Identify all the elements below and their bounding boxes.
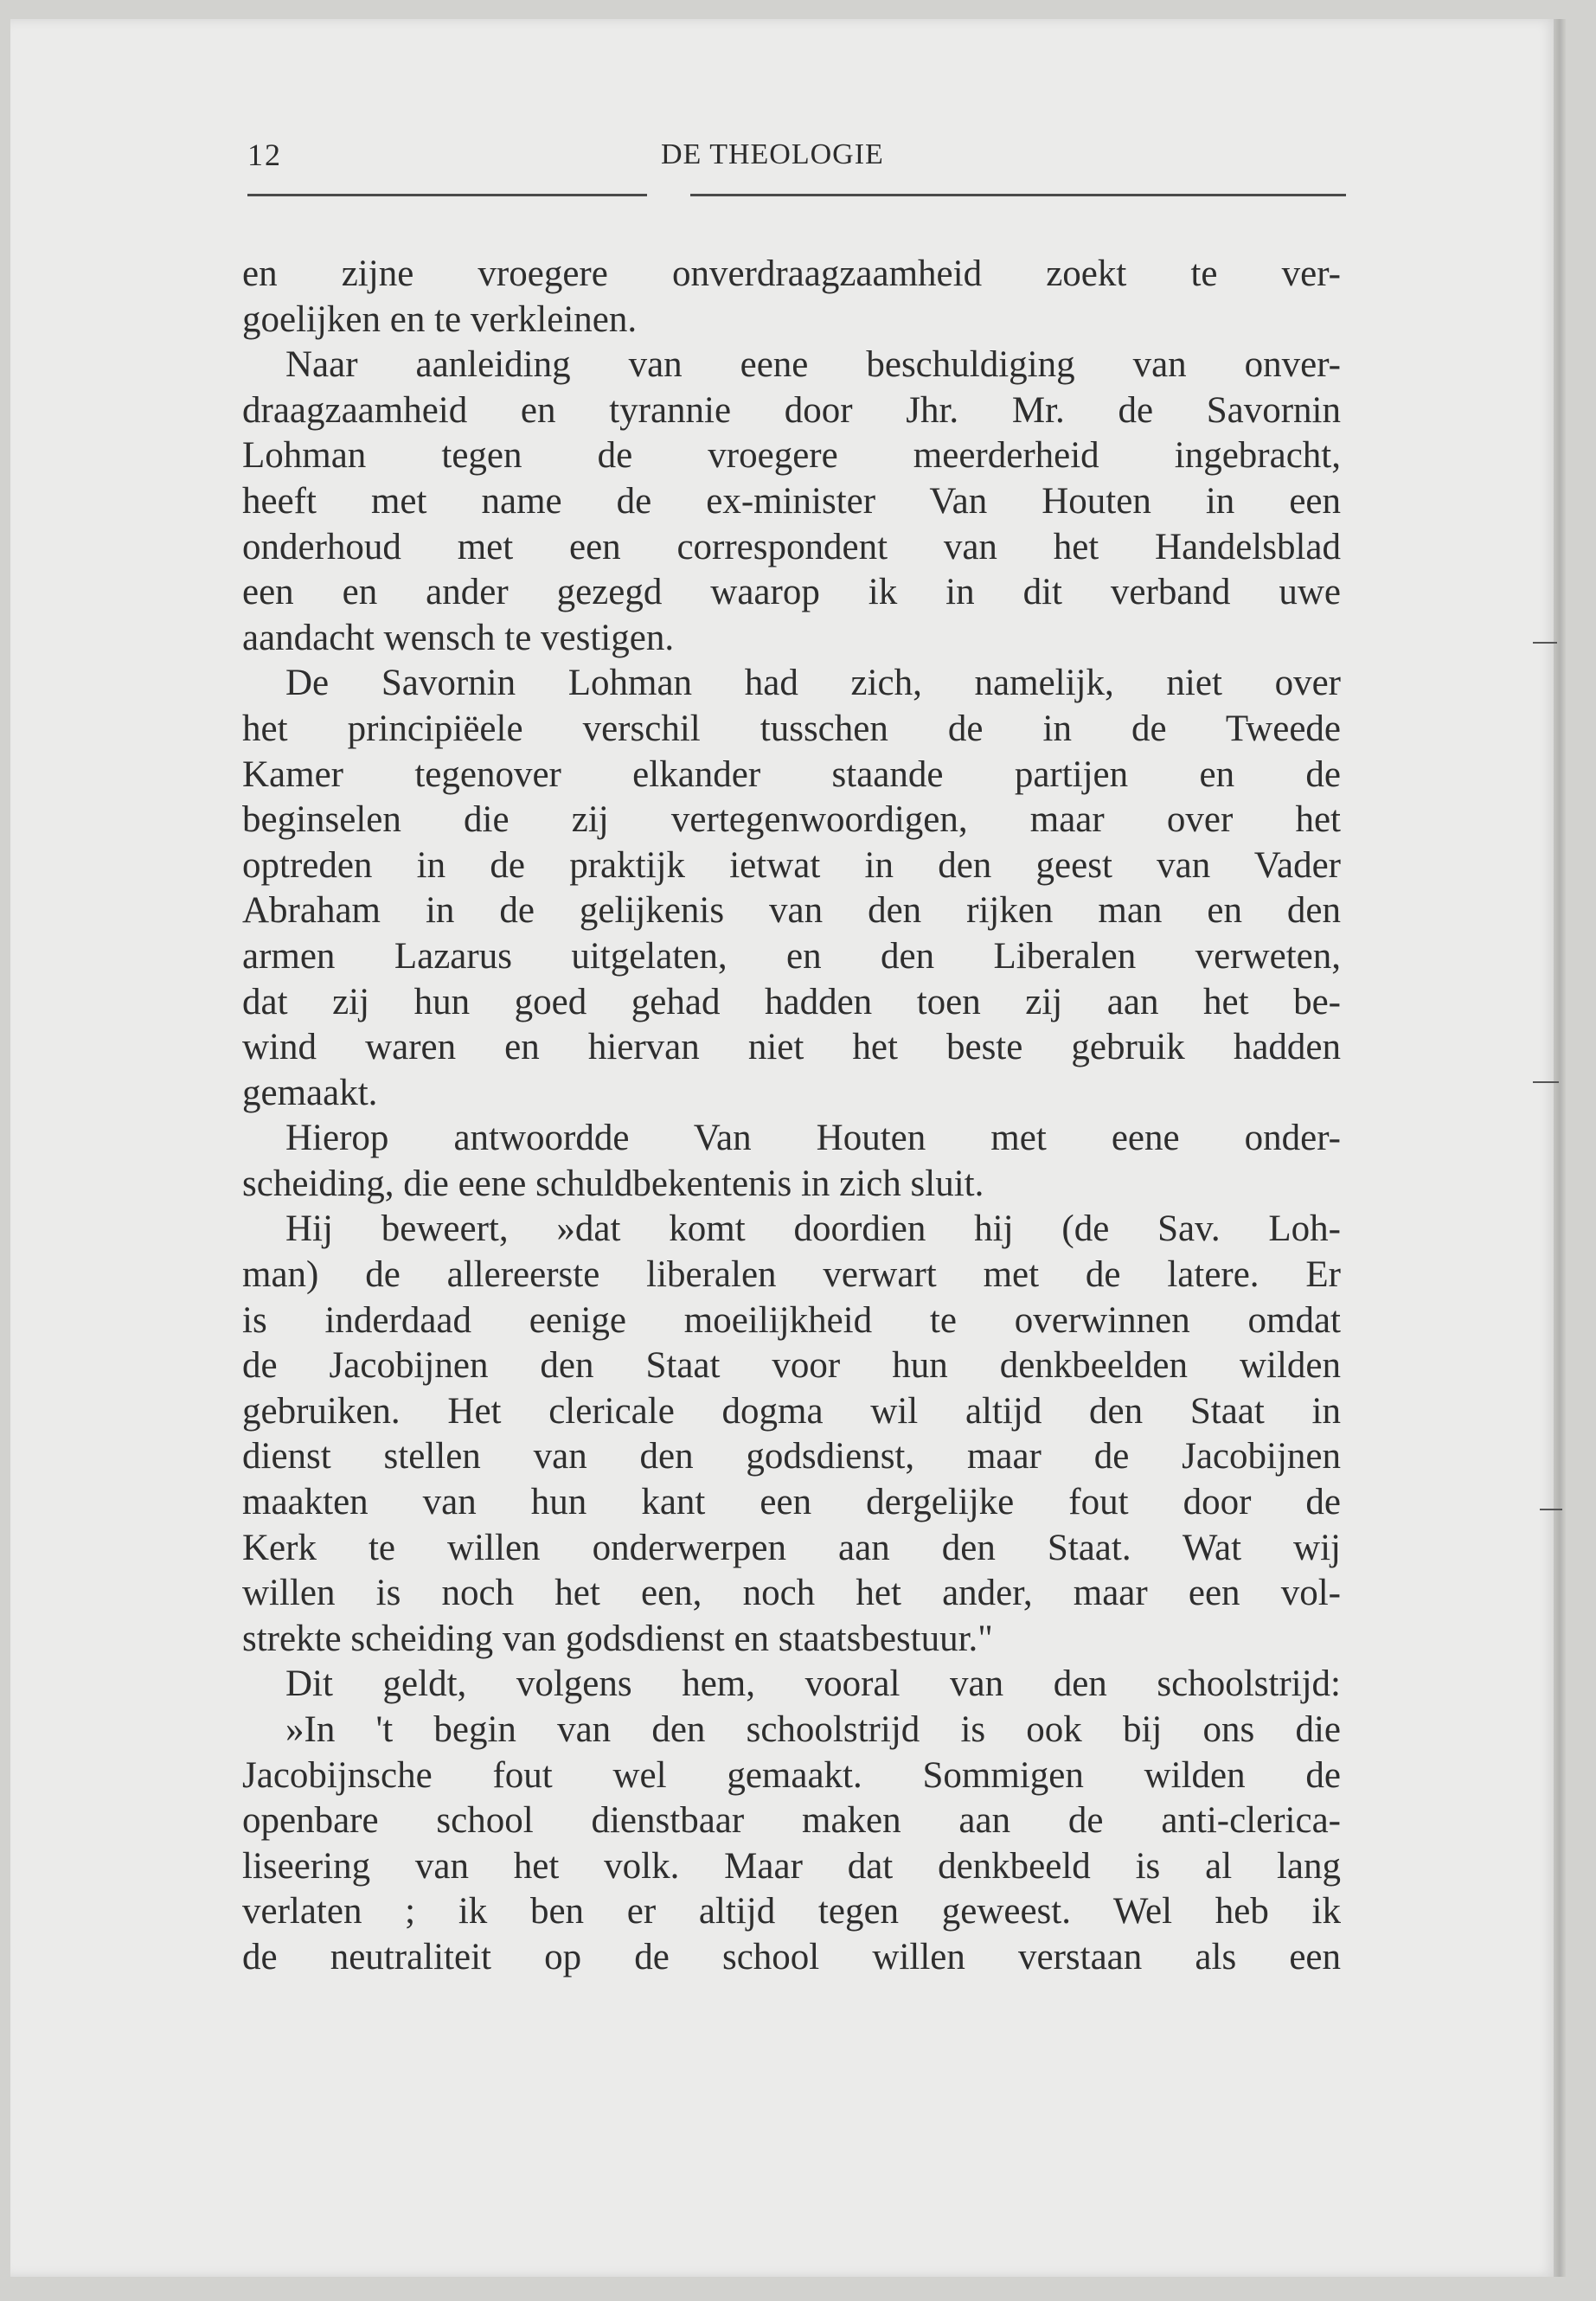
text-line: maakten van hun kant een dergelijke fout door de	[242, 1482, 1341, 1523]
text-line: goelijken en te verkleinen.	[242, 298, 638, 340]
text-line: onderhoud met een correspondent van het Handelsblad	[242, 526, 1341, 567]
text-line: de neutraliteit op de school willen verstaan als een	[242, 1936, 1341, 1977]
text-line: openbare school dienstbaar maken aan de anti-clerica-	[242, 1800, 1341, 1842]
text-line: armen Lazarus uitgelaten, en den Liberalen verweten,	[242, 935, 1341, 977]
text-line: een en ander gezegd waarop ik in dit verband uwe	[242, 572, 1341, 613]
text-line: het principiëele verschil tusschen de in de Tweede	[242, 708, 1341, 749]
header-rule	[247, 194, 647, 196]
text-line: willen is noch het een, noch het ander, maar een vol-	[242, 1573, 1341, 1614]
text-line: gemaakt.	[242, 1072, 378, 1113]
text-line: »In 't begin van den schoolstrijd is ook bij ons die	[285, 1709, 1341, 1750]
text-line: liseering van het volk. Maar dat denkbeeld is al lang	[242, 1845, 1341, 1887]
text-line: beginselen die zij vertegenwoordigen, maar over het	[242, 799, 1341, 841]
text-line: Kerk te willen onderwerpen aan den Staat. Wat wij	[242, 1527, 1341, 1568]
text-line: De Savornin Lohman had zich, namelijk, niet over	[285, 663, 1341, 704]
page-header	[247, 137, 1346, 189]
text-line: de Jacobijnen den Staat voor hun denkbeelden wilden	[242, 1345, 1341, 1387]
text-line: scheiding, die eene schuldbekentenis in zich sluit.	[242, 1163, 984, 1204]
text-line: dat zij hun goed gehad hadden toen zij aan het be-	[242, 981, 1341, 1022]
text-line: draagzaamheid en tyrannie door Jhr. Mr. de Savornin	[242, 389, 1341, 431]
text-line: verlaten ; ik ben er altijd tegen geweest. Wel heb ik	[242, 1891, 1341, 1932]
text-line: optreden in de praktijk ietwat in den geest van Vader	[242, 844, 1341, 886]
text-line: Abraham in de gelijkenis van den rijken man en den	[242, 890, 1341, 932]
header-rule	[690, 194, 1346, 196]
text-line: Kamer tegenover elkander staande partijen en de	[242, 753, 1341, 795]
text-line: Dit geldt, volgens hem, vooral van den schoolstrijd:	[285, 1663, 1341, 1705]
text-line: Hij beweert, »dat komt doordien hij (de Sav. Loh-	[285, 1208, 1341, 1250]
text-line: strekte scheiding van godsdienst en staatsbestuur."	[242, 1618, 993, 1659]
text-line: heeft met name de ex-minister Van Houten in een	[242, 480, 1341, 522]
text-line: Jacobijnsche fout wel gemaakt. Sommigen wilden de	[242, 1754, 1341, 1796]
margin-mark	[1533, 642, 1557, 644]
text-line: Hierop antwoordde Van Houten met eene onder-	[285, 1118, 1341, 1159]
text-line: man) de allereerste liberalen verwart met de latere. Er	[242, 1254, 1341, 1296]
margin-mark	[1533, 1081, 1559, 1083]
text-line: is inderdaad eenige moeilijkheid te overwinnen omdat	[242, 1299, 1341, 1341]
page-number: 12	[247, 138, 282, 172]
text-line: Lohman tegen de vroegere meerderheid ingebracht,	[242, 435, 1341, 477]
text-line: dienst stellen van den godsdienst, maar de Jacobijnen	[242, 1436, 1341, 1477]
body-text	[242, 252, 1341, 1981]
text-line: en zijne vroegere onverdraagzaamheid zoekt te ver-	[242, 253, 1341, 294]
margin-mark	[1540, 1509, 1562, 1510]
text-line: gebruiken. Het clericale dogma wil altijd den Staat in	[242, 1390, 1341, 1432]
text-line: aandacht wensch te vestigen.	[242, 617, 675, 658]
text-line: wind waren en hiervan niet het beste gebruik hadden	[242, 1027, 1341, 1068]
running-head: DE THEOLOGIE	[661, 138, 884, 170]
page-gutter	[1554, 19, 1566, 2277]
text-line: Naar aanleiding van eene beschuldiging van onver-	[285, 344, 1341, 386]
